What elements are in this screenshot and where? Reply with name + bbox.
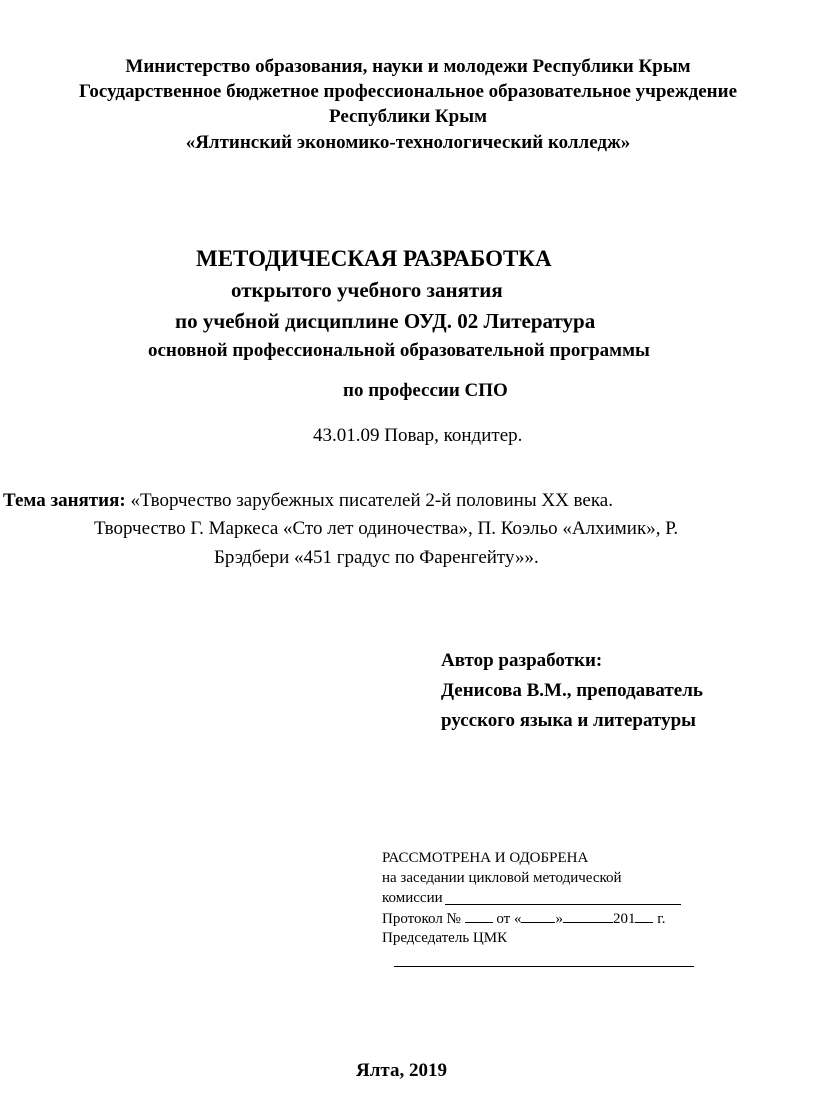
college-name: «Ялтинский экономико-технологический колледж» xyxy=(185,132,631,153)
theme-text-1: «Творчество зарубежных писателей 2-й половины XX века. xyxy=(125,490,613,511)
author-label: Автор разработки: xyxy=(441,650,603,671)
approval-protocol-row xyxy=(382,910,665,928)
ministry-line: Министерство образования, науки и молодежи Республики Крым xyxy=(125,56,691,77)
institution-line: Государственное бюджетное профессиональное образовательное учреждение xyxy=(78,81,738,102)
protocol-day-blank xyxy=(521,910,555,923)
author-position: русского языка и литературы xyxy=(441,710,696,731)
protocol-label: Протокол № xyxy=(382,911,461,927)
commission-label: комиссии xyxy=(382,890,443,906)
chairman-signature-line xyxy=(394,966,694,967)
protocol-year-prefix: 201 xyxy=(612,911,636,927)
approval-commission xyxy=(382,890,443,907)
author-name: Денисова В.М., преподаватель xyxy=(441,680,703,701)
approval-heading: РАССМОТРЕНА И ОДОБРЕНА xyxy=(382,850,589,866)
approval-meeting: на заседании цикловой методической xyxy=(382,870,622,886)
republic-line: Республики Крым xyxy=(328,106,488,127)
approval-chairman: Председатель ЦМК xyxy=(382,930,508,946)
title-subtitle-discipline: по учебной дисциплине ОУД. 02 Литература xyxy=(175,309,596,333)
theme-line-1 xyxy=(3,490,613,512)
protocol-number-blank xyxy=(465,910,493,923)
protocol-year-suffix: г. xyxy=(657,911,666,927)
profession-code: 43.01.09 Повар, кондитер. xyxy=(313,425,523,446)
document-title: МЕТОДИЧЕСКАЯ РАЗРАБОТКА xyxy=(196,246,552,271)
title-subtitle-program: основной профессиональной образовательной программы xyxy=(148,340,650,361)
theme-line-3: Брэдбери «451 градус по Фаренгейту»». xyxy=(214,547,539,568)
protocol-from-label: от « xyxy=(496,911,522,927)
commission-blank-line xyxy=(445,904,681,905)
profession-label: по профессии СПО xyxy=(343,380,508,401)
protocol-year-blank xyxy=(635,910,653,923)
protocol-close-quote: » xyxy=(555,911,563,927)
theme-line-2: Творчество Г. Маркеса «Сто лет одиночества», П. Коэльо «Алхимик», Р. xyxy=(94,518,679,539)
protocol-month-blank xyxy=(563,910,613,923)
theme-label: Тема занятия: xyxy=(3,490,126,511)
city-year: Ялта, 2019 xyxy=(356,1060,447,1081)
title-subtitle-lesson: открытого учебного занятия xyxy=(231,278,503,302)
